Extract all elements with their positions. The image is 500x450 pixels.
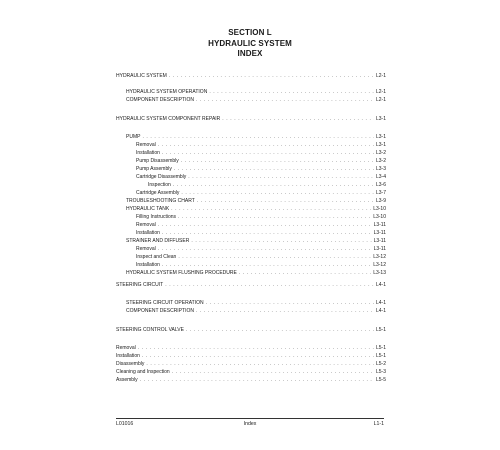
toc-label: Assembly (116, 377, 138, 383)
toc-leader (162, 149, 374, 157)
toc-page: L3-10 (373, 214, 386, 220)
toc-page: L3-2 (375, 158, 386, 164)
toc-entry[interactable] (136, 165, 386, 173)
toc-leader (197, 197, 374, 205)
toc-leader (206, 299, 374, 307)
toc-leader (172, 368, 374, 376)
toc-leader (174, 165, 374, 173)
toc-entry[interactable] (126, 96, 386, 104)
toc-entry[interactable] (136, 157, 386, 165)
toc-page: L4-1 (375, 308, 386, 314)
toc-entry[interactable] (116, 72, 386, 80)
toc-label: Cartridge Disassembly (136, 174, 187, 180)
toc-page: L2-1 (375, 89, 386, 95)
toc-label: TROUBLESHOOTING CHART (126, 198, 195, 204)
toc-label: Disassembly (116, 361, 145, 367)
toc-leader (173, 181, 374, 189)
toc-label: Inspection (148, 182, 171, 188)
toc-label: HYDRAULIC SYSTEM FLUSHING PROCEDURE (126, 270, 237, 276)
toc-label: HYDRAULIC SYSTEM COMPONENT REPAIR (116, 116, 221, 122)
toc-entry[interactable] (126, 269, 386, 277)
toc-entry[interactable] (136, 253, 386, 261)
toc-page: L5-1 (375, 327, 386, 333)
toc-entry[interactable] (136, 229, 386, 237)
footer-divider (116, 418, 384, 419)
toc-entry[interactable] (148, 181, 386, 189)
toc-label: HYDRAULIC TANK (126, 206, 170, 212)
toc-leader (158, 141, 374, 149)
toc-label: Removal (136, 246, 156, 252)
toc-page: L3-1 (375, 134, 386, 140)
toc-page: L3-11 (373, 230, 386, 236)
toc-label: Removal (136, 222, 156, 228)
toc-entry[interactable] (136, 141, 386, 149)
toc-page: L3-7 (375, 190, 386, 196)
toc-entry[interactable] (116, 326, 386, 334)
toc-entry[interactable] (116, 368, 386, 376)
toc-page: L3-6 (375, 182, 386, 188)
toc-entry[interactable] (136, 173, 386, 181)
toc-page: L5-1 (375, 353, 386, 359)
toc-page: L3-9 (375, 198, 386, 204)
toc-leader (158, 245, 372, 253)
toc-label: Installation (136, 150, 160, 156)
toc-label: COMPONENT DESCRIPTION (126, 308, 194, 314)
toc-label: HYDRAULIC SYSTEM (116, 73, 167, 79)
toc-page: L5-3 (375, 369, 386, 375)
toc-entry[interactable] (116, 344, 386, 352)
toc-entry[interactable] (116, 376, 386, 384)
toc-leader (191, 237, 371, 245)
toc-leader (178, 253, 371, 261)
toc-label: STEERING CIRCUIT OPERATION (126, 300, 204, 306)
toc-leader (196, 307, 374, 315)
toc-entry[interactable] (126, 88, 386, 96)
toc-label: STRAINER AND DIFFUSER (126, 238, 190, 244)
toc-leader (162, 229, 372, 237)
toc-leader (142, 352, 374, 360)
toc-page: L3-11 (373, 222, 386, 228)
toc-page: L4-1 (375, 282, 386, 288)
toc-page: L5-2 (375, 361, 386, 367)
toc-page: L3-11 (373, 238, 386, 244)
toc-entry[interactable] (126, 307, 386, 315)
toc-entry[interactable] (116, 360, 386, 368)
toc-page: L3-1 (375, 116, 386, 122)
toc-page: L3-4 (375, 174, 386, 180)
toc-leader (142, 133, 374, 141)
toc-entry[interactable] (116, 115, 386, 123)
toc-entry[interactable] (126, 237, 386, 245)
toc-label: Filling Instructions (136, 214, 177, 220)
toc-page: L3-1 (375, 142, 386, 148)
toc-entry[interactable] (136, 245, 386, 253)
toc-label: STEERING CIRCUIT (116, 282, 164, 288)
toc-leader (188, 173, 374, 181)
toc-leader (138, 344, 374, 352)
toc-entry[interactable] (136, 149, 386, 157)
toc-leader (171, 205, 371, 213)
toc-entry[interactable] (116, 281, 386, 289)
toc-label: STEERING CONTROL VALVE (116, 327, 184, 333)
toc-entry[interactable] (126, 299, 386, 307)
footer-section-name: Index (243, 421, 257, 427)
toc-leader (165, 281, 374, 289)
toc-leader (239, 269, 371, 277)
toc-page: L3-12 (373, 254, 386, 260)
toc-entry[interactable] (126, 133, 386, 141)
toc-label: Installation (136, 230, 160, 236)
toc-entry[interactable] (136, 261, 386, 269)
section-title: SECTION L (228, 28, 272, 37)
toc-entry[interactable] (116, 352, 386, 360)
system-title: HYDRAULIC SYSTEM (208, 38, 292, 48)
toc-page: L3-12 (373, 262, 386, 268)
toc-page: L4-1 (375, 300, 386, 306)
toc-entry[interactable] (136, 213, 386, 221)
footer-page-number: L1-1 (373, 421, 384, 427)
toc-page: L5-5 (375, 377, 386, 383)
toc-page: L5-1 (375, 345, 386, 351)
toc-entry[interactable] (126, 205, 386, 213)
toc-label: PUMP (126, 134, 141, 140)
toc-label: COMPONENT DESCRIPTION (126, 97, 194, 103)
toc-label: Pump Disassembly (136, 158, 179, 164)
toc-label: Removal (136, 142, 156, 148)
section-header (0, 28, 500, 60)
index-title: INDEX (237, 49, 263, 58)
toc-label: Cleaning and Inspection (116, 369, 170, 375)
toc-label: Pump Assembly (136, 166, 172, 172)
toc-label: Inspect and Clean (136, 254, 177, 260)
toc-leader (181, 189, 374, 197)
toc-label: Installation (116, 353, 140, 359)
toc-page: L2-1 (375, 97, 386, 103)
toc-page: L2-1 (375, 73, 386, 79)
toc-page: L3-3 (375, 166, 386, 172)
toc-leader (209, 88, 374, 96)
toc-leader (196, 96, 374, 104)
toc-entry[interactable] (126, 197, 386, 205)
toc-label: Removal (116, 345, 136, 351)
toc-leader (140, 376, 374, 384)
toc-entry[interactable] (136, 221, 386, 229)
toc-page: L3-10 (373, 206, 386, 212)
toc-leader (181, 157, 374, 165)
toc-leader (146, 360, 374, 368)
toc-page: L3-13 (373, 270, 386, 276)
toc-leader (158, 221, 372, 229)
toc-label: Installation (136, 262, 160, 268)
toc-leader (222, 115, 374, 123)
toc-leader (178, 213, 371, 221)
toc-leader (169, 72, 374, 80)
toc-leader (162, 261, 371, 269)
toc-leader (186, 326, 374, 334)
toc-label: Cartridge Assembly (136, 190, 180, 196)
footer-doc-number: L01016 (116, 421, 134, 427)
toc-label: HYDRAULIC SYSTEM OPERATION (126, 89, 208, 95)
toc-page: L3-2 (375, 150, 386, 156)
toc-page: L3-11 (373, 246, 386, 252)
toc-entry[interactable] (136, 189, 386, 197)
